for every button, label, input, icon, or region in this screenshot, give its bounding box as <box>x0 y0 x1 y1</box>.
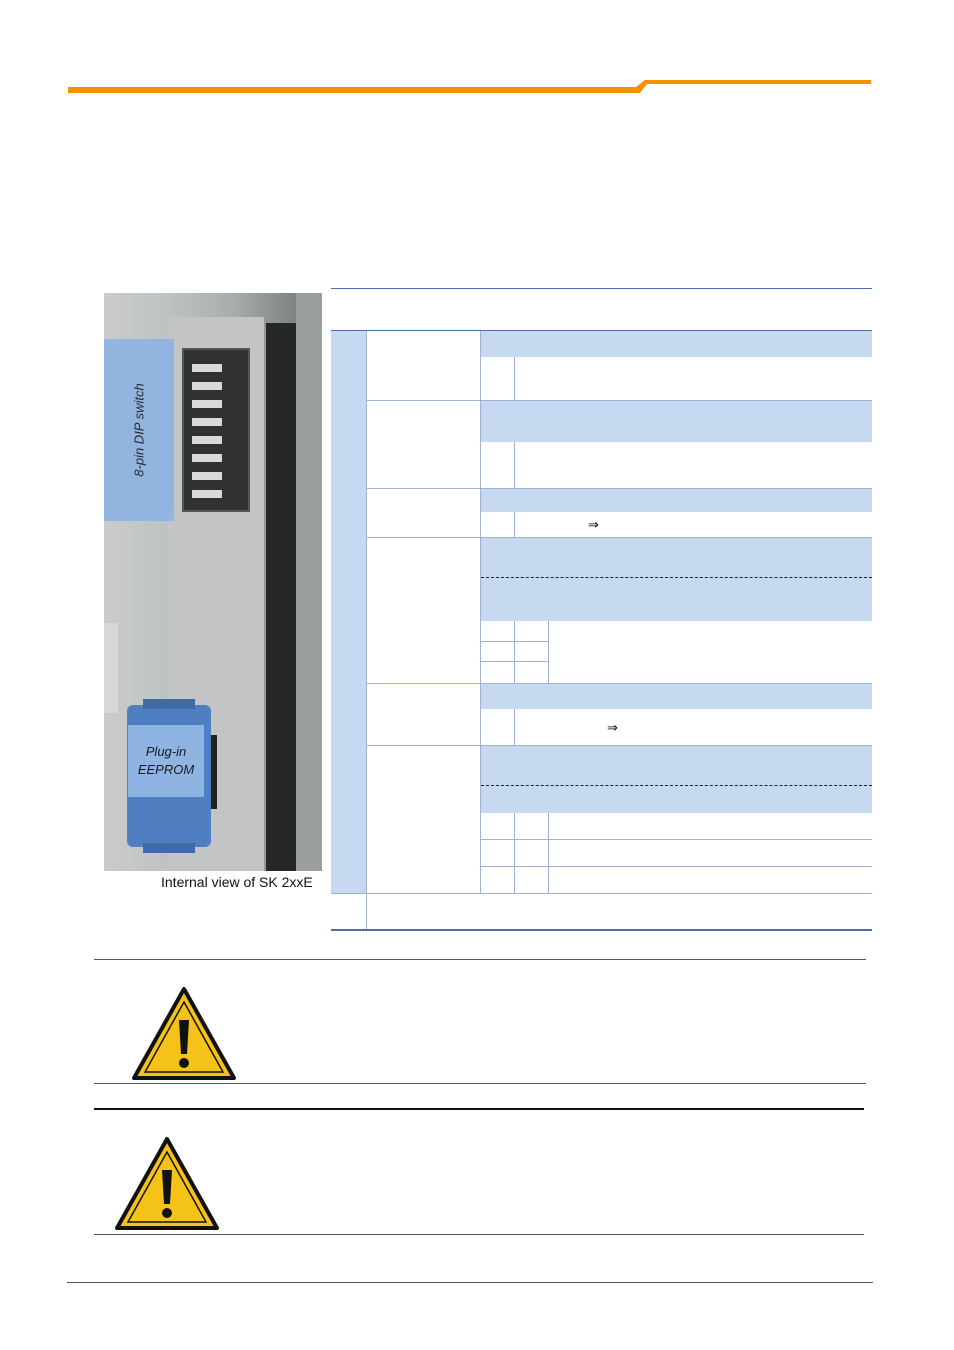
arrow-glyph-1: ⇒ <box>588 518 599 533</box>
footer-rule <box>67 1282 873 1283</box>
warning-2-bottom-rule <box>94 1234 864 1235</box>
arrow-glyph-2: ⇒ <box>607 721 618 736</box>
warning-triangle-icon <box>131 986 237 1081</box>
warning-2-top-rule <box>94 1108 864 1110</box>
eeprom-label-line1: Plug-in <box>145 744 187 759</box>
warning-1-bottom-rule <box>94 1083 866 1084</box>
warning-triangle-icon <box>114 1136 220 1231</box>
eeprom-label-line2: EEPROM <box>137 762 195 777</box>
dip-switch-label: 8-pin DIP switch <box>131 383 147 477</box>
figure-caption: Internal view of SK 2xxE <box>161 874 313 890</box>
warning-1-top-rule <box>94 959 866 960</box>
